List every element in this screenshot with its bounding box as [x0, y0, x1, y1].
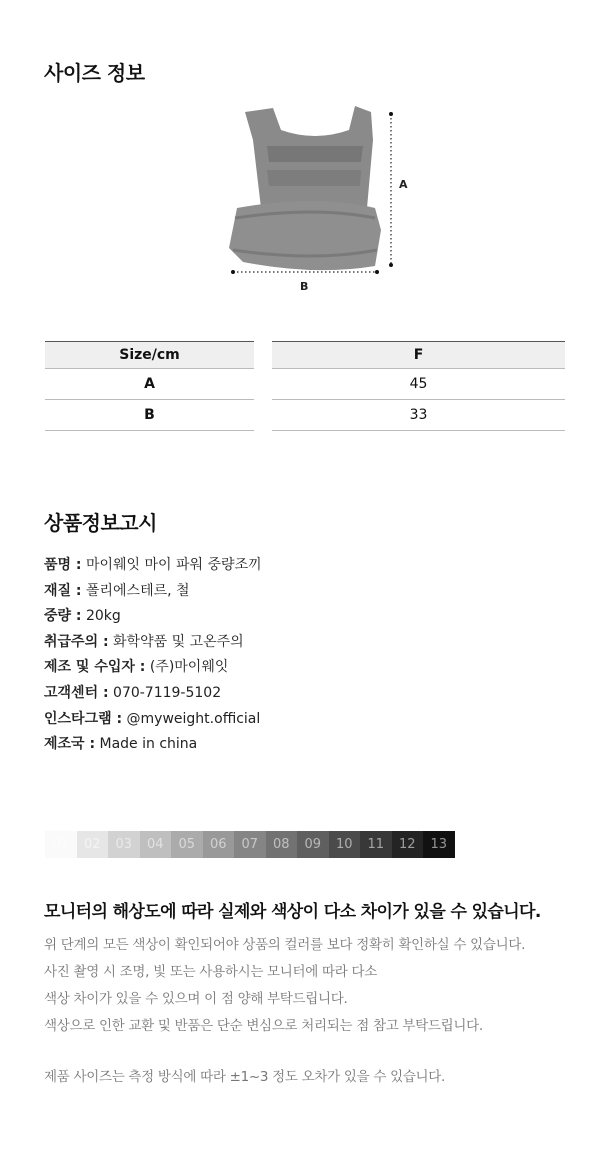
color-swatch: 13	[423, 831, 455, 858]
size-table-header-f: F	[272, 341, 565, 369]
color-swatch: 08	[266, 831, 298, 858]
monitor-notice-title: 모니터의 해상도에 따라 실제와 색상이 다소 차이가 있을 수 있습니다.	[44, 902, 541, 922]
color-swatch: 07	[234, 831, 266, 858]
product-notice-list	[44, 553, 262, 758]
color-swatch: 06	[203, 831, 235, 858]
color-swatch: 05	[171, 831, 203, 858]
notice-key: 취급주의 :	[44, 633, 109, 650]
notice-key: 인스타그램 :	[44, 710, 123, 727]
monitor-notice-line: 색상으로 인한 교환 및 반품은 단순 변심으로 처리되는 점 참고 부탁드립니다.	[44, 1018, 483, 1034]
color-scale	[45, 831, 455, 858]
size-info-title: 사이즈 정보	[44, 61, 145, 85]
size-table-label-column	[45, 341, 254, 431]
vest-size-diagram	[215, 100, 415, 300]
notice-value: 마이웨잇 마이 파워 중량조끼	[85, 557, 262, 573]
dimension-b-label: B	[300, 280, 309, 293]
notice-row	[44, 604, 262, 630]
size-table-row-value: 33	[272, 400, 565, 431]
size-table-row-label: A	[45, 369, 254, 400]
product-notice-title: 상품정보고시	[44, 511, 157, 535]
size-table-value-column	[272, 341, 565, 431]
color-swatch: 03	[108, 831, 140, 858]
color-swatch: 11	[360, 831, 392, 858]
color-swatch: 04	[140, 831, 172, 858]
notice-key: 중량 :	[44, 608, 82, 625]
notice-value: @myweight.official	[126, 710, 261, 727]
monitor-notice-line: 사진 촬영 시 조명, 빛 또는 사용하시는 모니터에 따라 다소	[44, 964, 377, 980]
size-table-header-size: Size/cm	[45, 341, 254, 369]
color-swatch: 09	[297, 831, 329, 858]
color-swatch: 10	[329, 831, 361, 858]
color-swatch: 01	[45, 831, 77, 858]
notice-row	[44, 553, 262, 579]
notice-key: 제조국 :	[44, 736, 96, 753]
notice-value: 화학약품 및 고온주의	[113, 633, 244, 650]
size-table-row-value: 45	[272, 369, 565, 400]
dimension-a-label: A	[399, 178, 408, 191]
notice-row	[44, 655, 262, 681]
size-tolerance-note: 제품 사이즈는 측정 방식에 따라 ±1~3 정도 오차가 있을 수 있습니다.	[44, 1069, 446, 1085]
notice-value: 폴리에스테르, 철	[85, 582, 190, 599]
monitor-notice-text	[44, 932, 525, 1040]
notice-value: (주)마이웨잇	[149, 659, 229, 676]
notice-key: 품명 :	[44, 557, 82, 573]
notice-row	[44, 732, 262, 758]
notice-key: 재질 :	[44, 582, 82, 599]
monitor-notice-line: 위 단계의 모든 색상이 확인되어야 상품의 컬러를 보다 정확히 확인하실 수 있습니다.	[44, 937, 526, 953]
notice-row	[44, 681, 262, 707]
monitor-notice-line: 색상 차이가 있을 수 있으며 이 점 양해 부탁드립니다.	[44, 991, 348, 1007]
notice-value: Made in china	[99, 736, 198, 753]
notice-row	[44, 707, 262, 733]
notice-key: 고객센터 :	[44, 684, 109, 701]
notice-key: 제조 및 수입자 :	[44, 659, 146, 676]
color-swatch: 12	[392, 831, 424, 858]
size-table-row-label: B	[45, 400, 254, 431]
notice-value: 070-7119-5102	[113, 684, 222, 701]
notice-row	[44, 630, 262, 656]
notice-row	[44, 579, 262, 605]
color-swatch: 02	[77, 831, 109, 858]
notice-value: 20kg	[85, 608, 121, 625]
